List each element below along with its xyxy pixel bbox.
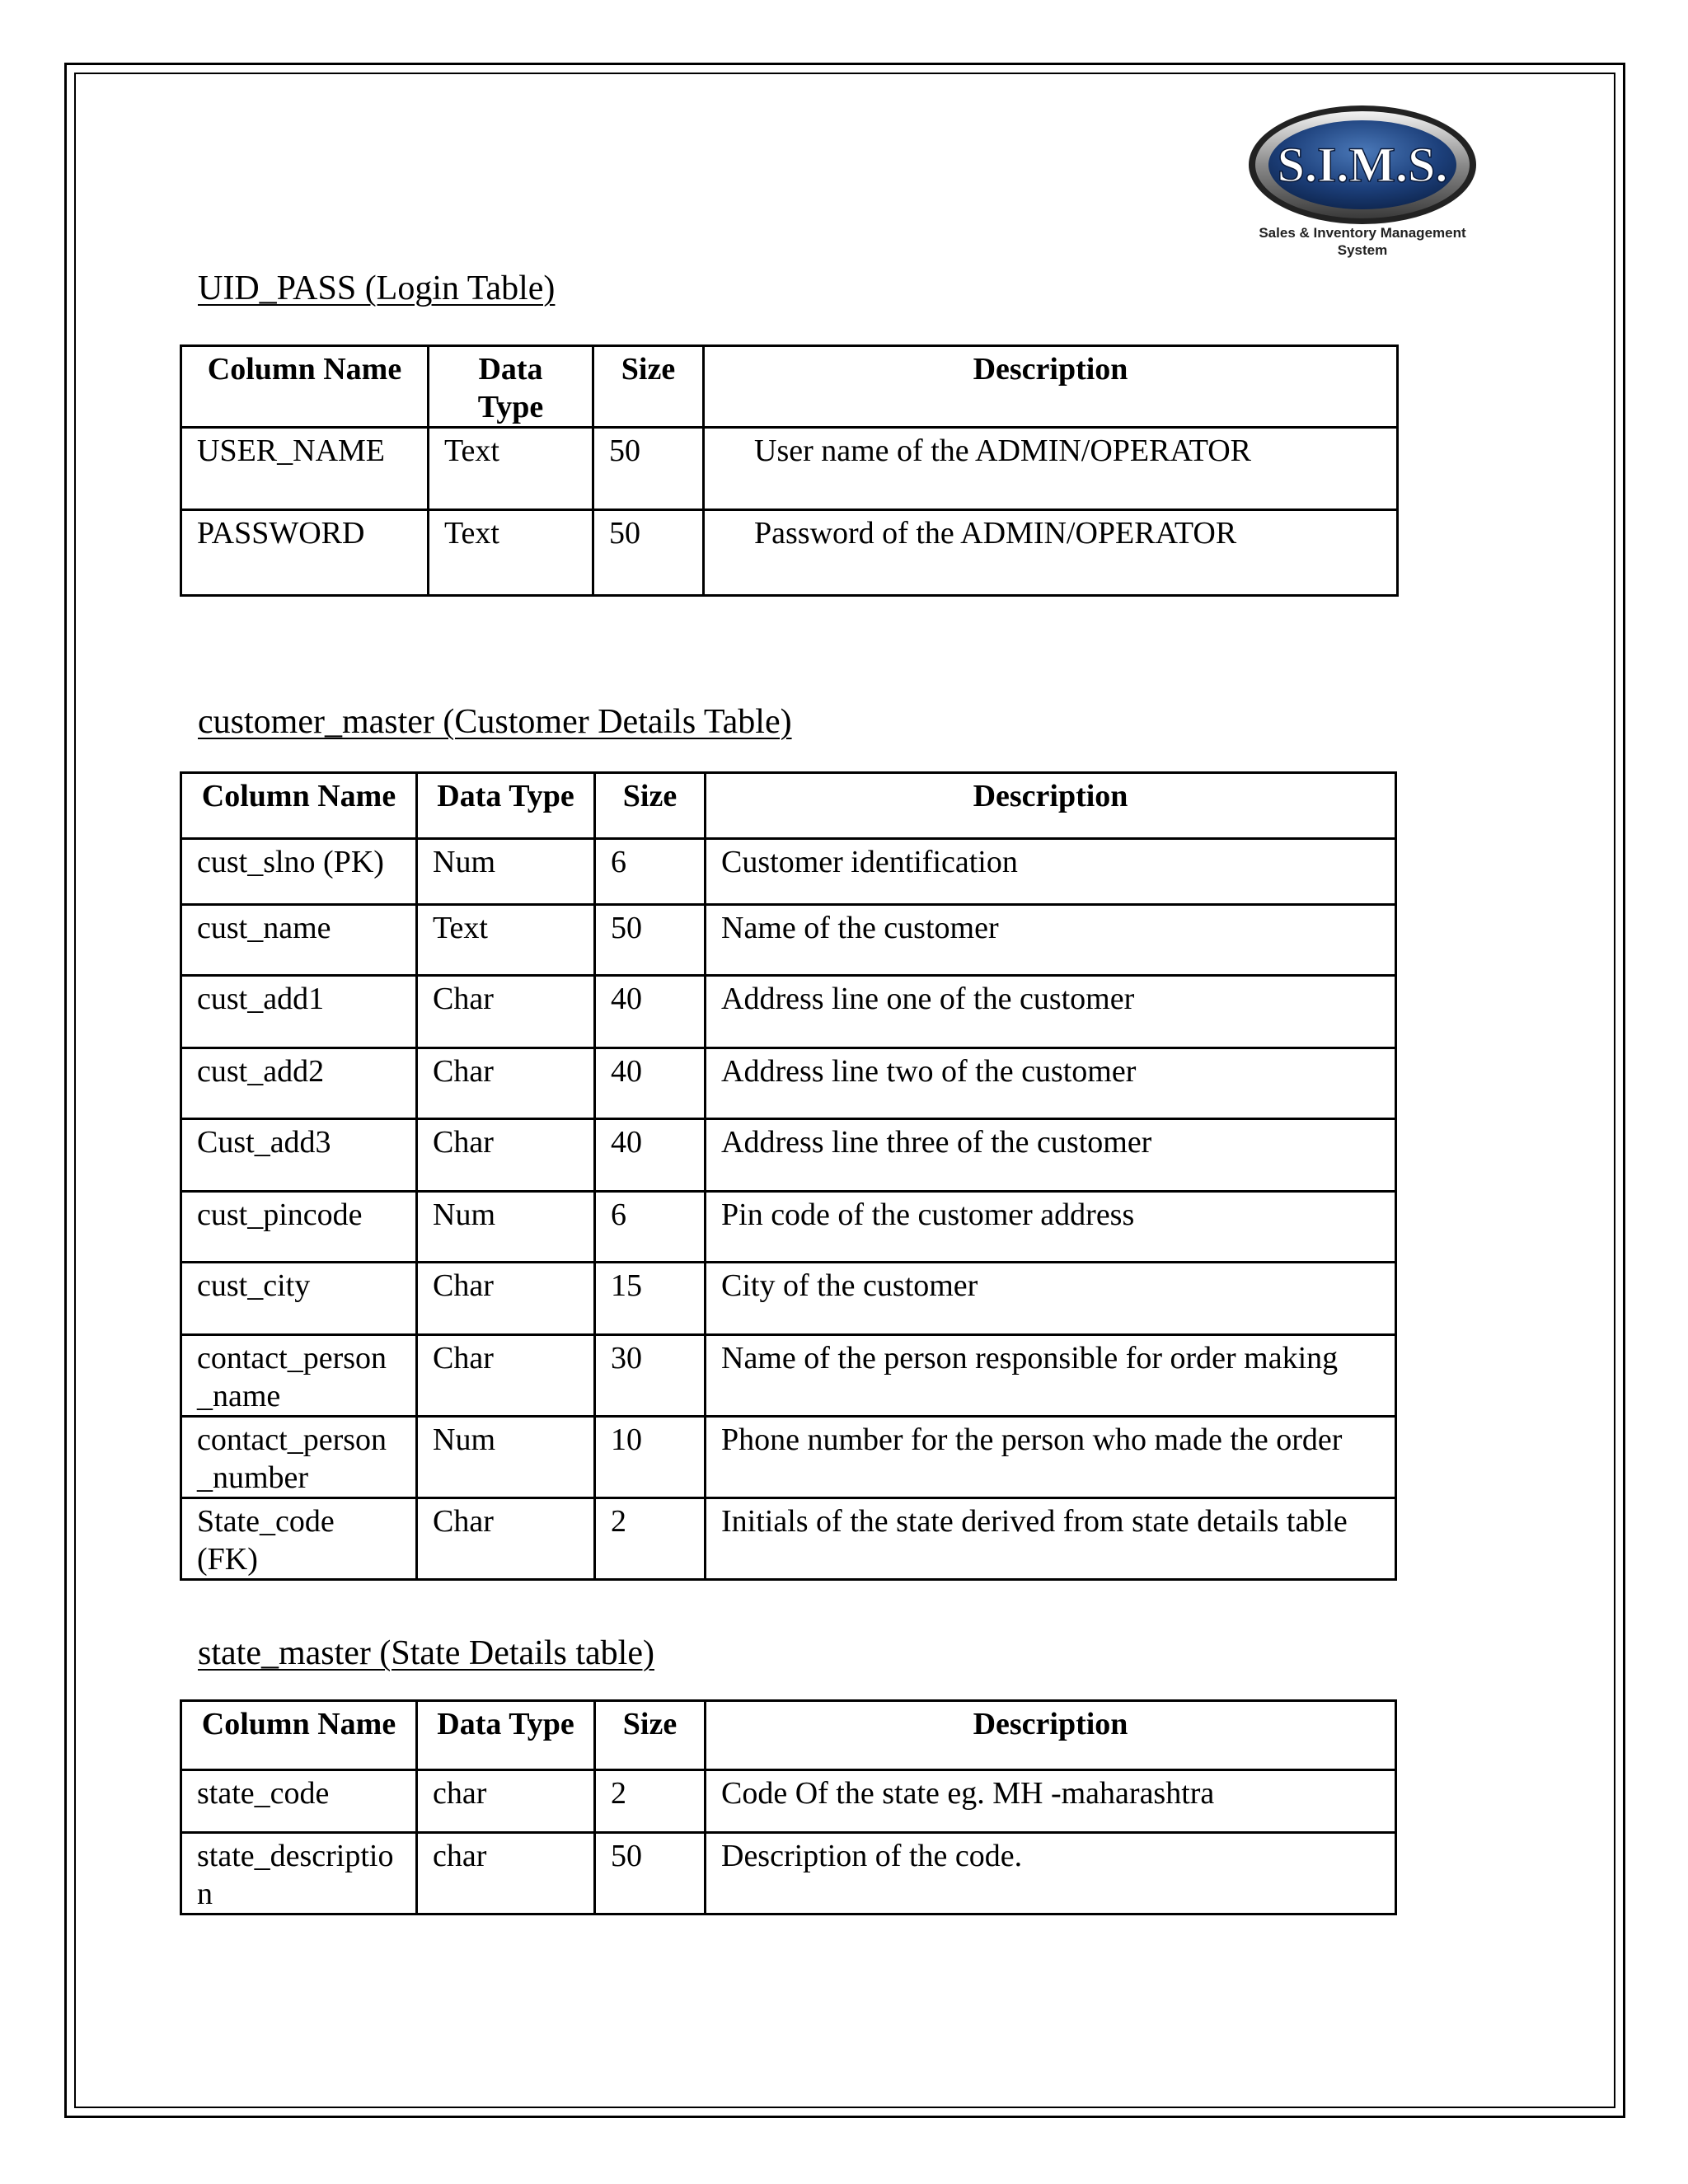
table-row: contact_person _number Num 10 Phone number for the person who made the order xyxy=(181,1417,1396,1498)
customer-master-heading: customer_master (Customer Details Table) xyxy=(198,703,792,741)
header-size: Size xyxy=(593,346,704,428)
table-row: USER_NAME Text 50 User name of the ADMIN/OPERATOR xyxy=(181,428,1398,510)
header-size: Size xyxy=(595,773,706,839)
uid-pass-table xyxy=(180,344,1399,597)
table-header-row xyxy=(181,1701,1396,1770)
table-row: cust_city Char 15 City of the customer xyxy=(181,1263,1396,1335)
table-row: Cust_add3 Char 40 Address line three of the customer xyxy=(181,1119,1396,1192)
customer-master-table xyxy=(180,771,1397,1581)
table-row: cust_add1 Char 40 Address line one of the customer xyxy=(181,976,1396,1048)
table-row: state_code char 2 Code Of the state eg. MH -maharashtra xyxy=(181,1770,1396,1833)
state-master-table xyxy=(180,1699,1397,1915)
header-description: Description xyxy=(704,346,1398,428)
table-row: state_descriptio n char 50 Description of the code. xyxy=(181,1833,1396,1915)
header-column-name: Column Name xyxy=(181,773,417,839)
header-column-name: Column Name xyxy=(181,346,429,428)
logo-text: S.I.M.S. xyxy=(1277,138,1448,192)
uid-pass-heading: UID_PASS (Login Table) xyxy=(198,269,556,307)
state-master-heading: state_master (State Details table) xyxy=(198,1634,654,1672)
table-header-row xyxy=(181,773,1396,839)
header-data-type: Data Type xyxy=(429,346,593,428)
table-row: State_code (FK) Char 2 Initials of the state derived from state details table xyxy=(181,1498,1396,1580)
table-row: PASSWORD Text 50 Password of the ADMIN/OPERATOR xyxy=(181,510,1398,596)
header-column-name: Column Name xyxy=(181,1701,417,1770)
header-data-type: Data Type xyxy=(417,1701,595,1770)
logo-caption: Sales & Inventory Management System xyxy=(1259,225,1466,258)
table-row: cust_name Text 50 Name of the customer xyxy=(181,905,1396,976)
table-header-row xyxy=(181,346,1398,428)
header-description: Description xyxy=(706,773,1396,839)
table-row: contact_person _name Char 30 Name of the person responsible for order making xyxy=(181,1335,1396,1417)
table-row: cust_pincode Num 6 Pin code of the customer address xyxy=(181,1192,1396,1263)
table-row: cust_add2 Char 40 Address line two of the customer xyxy=(181,1048,1396,1119)
header-data-type: Data Type xyxy=(417,773,595,839)
table-row: cust_slno (PK) Num 6 Customer identification xyxy=(181,839,1396,905)
header-description: Description xyxy=(706,1701,1396,1770)
header-size: Size xyxy=(595,1701,706,1770)
